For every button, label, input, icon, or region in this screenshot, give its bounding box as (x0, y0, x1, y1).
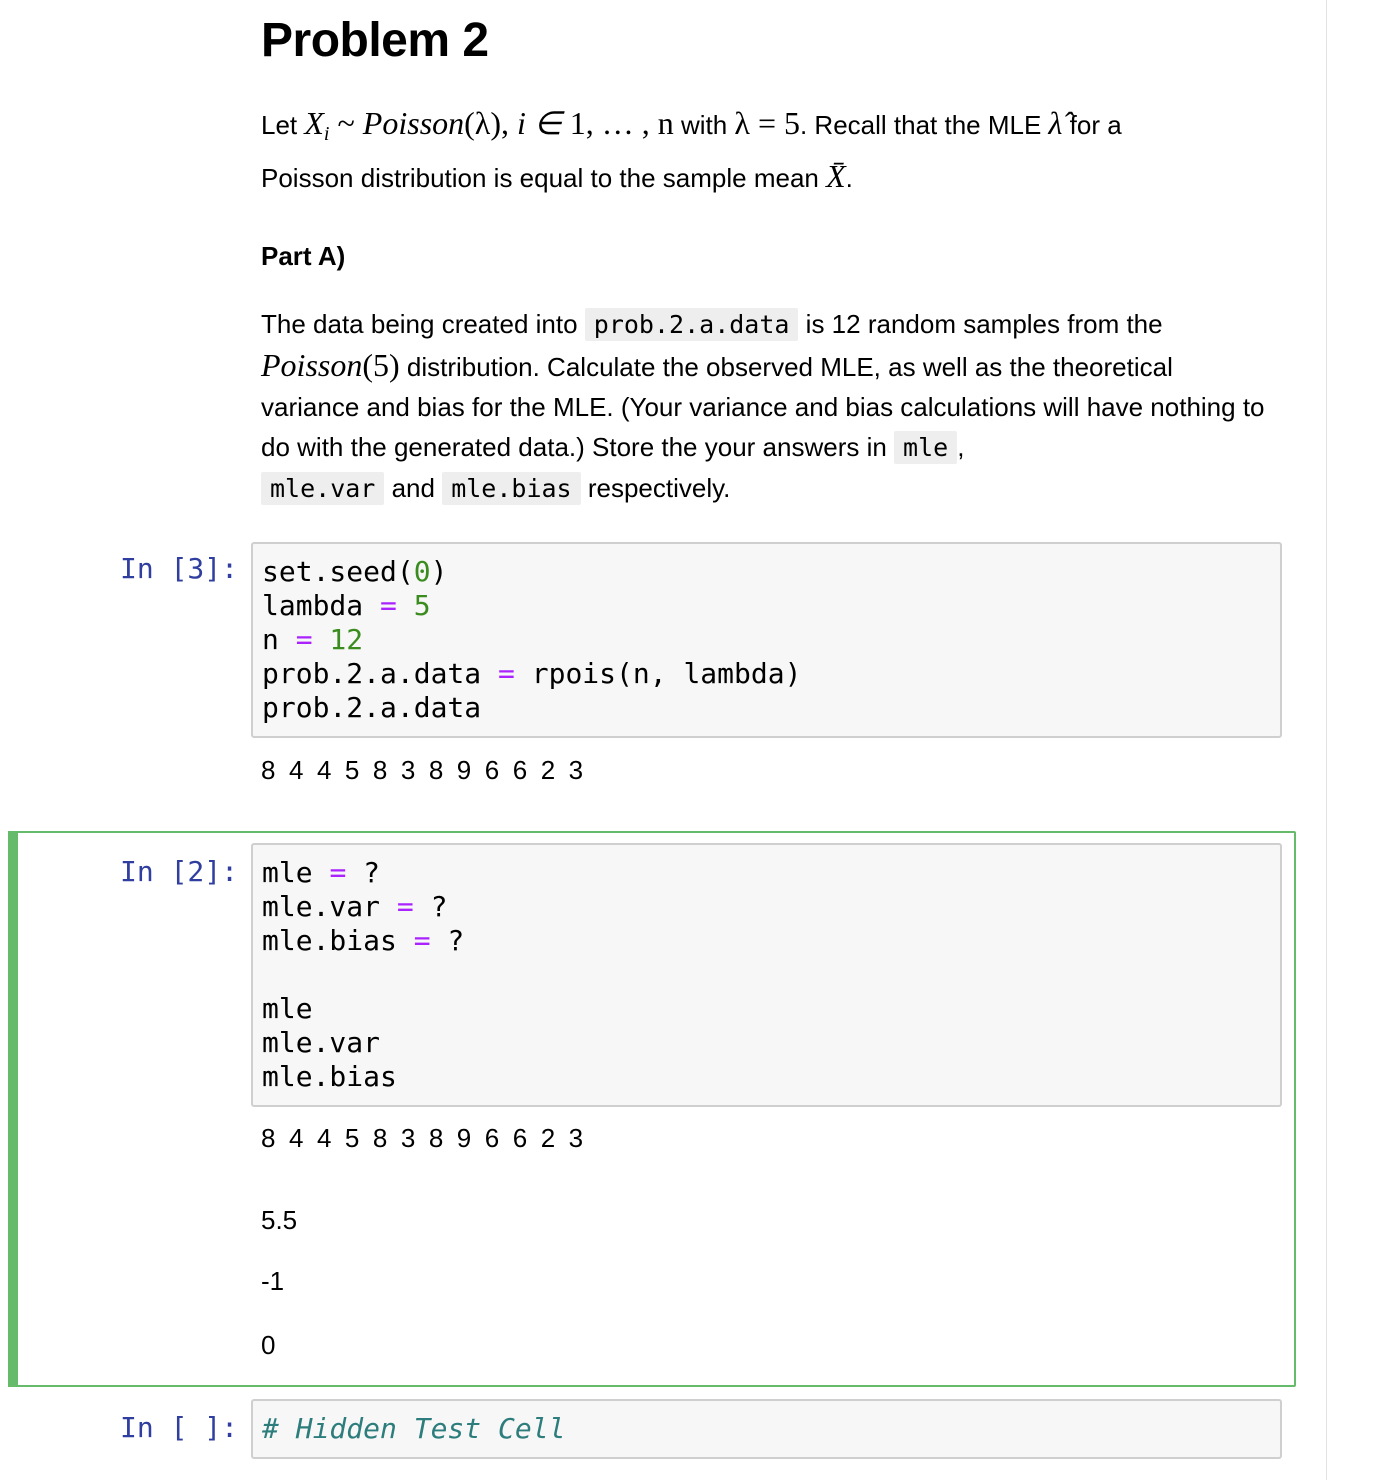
cell-2-input[interactable] (251, 843, 1282, 1107)
problem-heading: Problem 2 (261, 14, 489, 67)
cell-2-output-bias: 0 (261, 1330, 276, 1360)
cell-3-prompt: In [ ]: (120, 1411, 239, 1444)
cell-2-output-vector: 8 4 4 5 8 3 8 9 6 6 2 3 (261, 1123, 584, 1153)
cell-3-input[interactable] (251, 1399, 1282, 1459)
inline-code-mle-bias: mle.bias (442, 472, 580, 505)
inline-code-prob-data: prob.2.a.data (585, 308, 799, 341)
selected-cell-indicator (8, 831, 18, 1387)
cell-1-code: set.seed(0) lambda = 5 n = 12 prob.2.a.data = rpois(n, lambda) prob.2.a.data (262, 555, 802, 724)
cell-1-output: 8 4 4 5 8 3 8 9 6 6 2 3 (261, 755, 584, 785)
cell-2-output-var: -1 (261, 1266, 285, 1296)
cell-2-output-mle: 5.5 (261, 1205, 298, 1235)
part-a-paragraph: The data being created into prob.2.a.data is 12 random samples from the Poisson(5) distribution. Calculate the observed MLE, as well as the theoretical variance and bias for the MLE. (Your variance and bias calculations will have nothing to do with the generated data.) Store the your answers in mle , mle.var and mle.bias respectively. (261, 309, 1265, 503)
part-a-heading: Part A) (261, 241, 346, 271)
inline-code-mle-var: mle.var (261, 472, 384, 505)
notebook-right-border (1326, 0, 1327, 1480)
intro-paragraph: Let $X_i$ ~ Poisson(λ), i ∈ 1, … , n with λ = 5. Recall that the MLE λ̂ for a Poisson distribution is equal to the sample mean X̄. (261, 105, 1122, 195)
inline-code-mle: mle (894, 431, 957, 464)
cell-2-prompt: In [2]: (120, 855, 239, 888)
cell-1-input[interactable] (251, 542, 1282, 738)
cell-2-code: mle = ? mle.var = ? mle.bias = ? mle mle.var mle.bias (262, 856, 465, 1093)
cell-3-code: # Hidden Test Cell (262, 1412, 566, 1445)
cell-1-prompt: In [3]: (120, 552, 239, 585)
